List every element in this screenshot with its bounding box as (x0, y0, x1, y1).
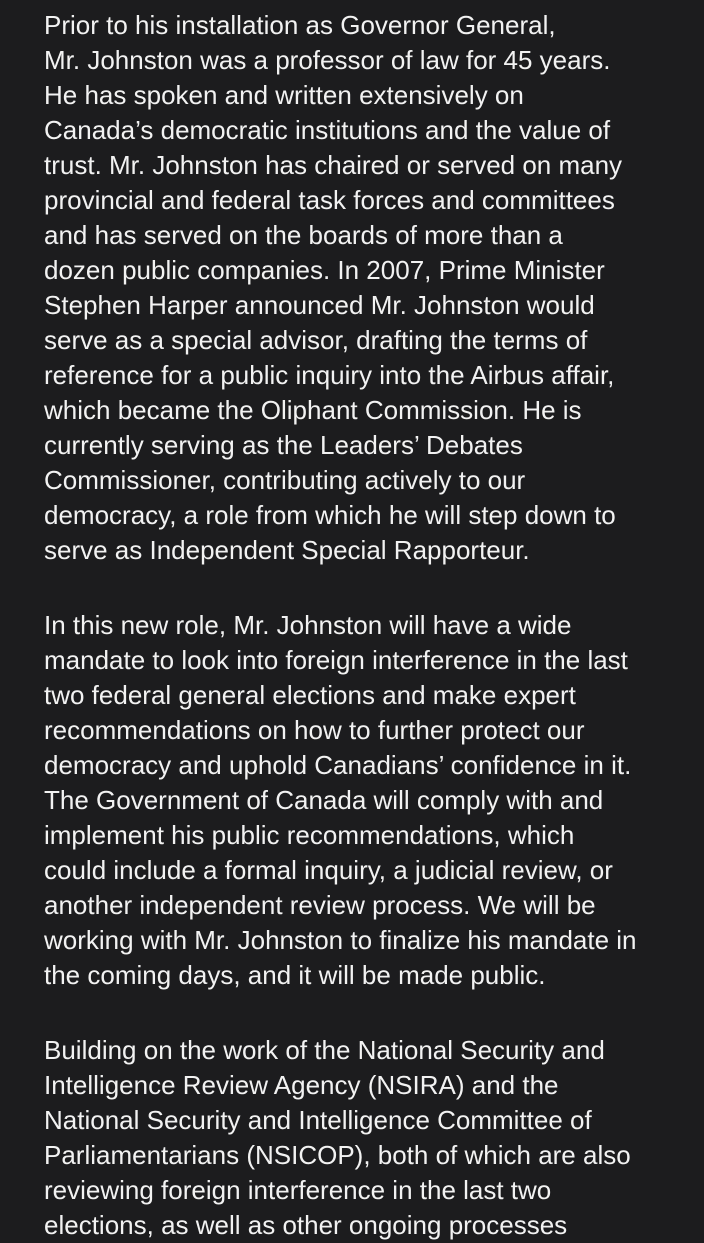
paragraph-background: Prior to his installation as Governor General, Mr. Johnston was a professor of law for 45 years. He has spoken and written extensively on Canada’s democratic institutions and the value of trust. Mr. Johnston has chaired or served on many provincial and federal task forces and committees and has served on the boards of more than a dozen public companies. In 2007, Prime Minister Stephen Harper announced Mr. Johnston would serve as a special advisor, drafting the terms of reference for a public inquiry into the Airbus affair, which became the Oliphant Commission. He is currently serving as the Leaders’ Debates Commissioner, contributing actively to our democracy, a role from which he will step down to serve as Independent Special Rapporteur. (44, 10, 623, 565)
paragraph-building-on-work: Building on the work of the National Security and Intelligence Review Agency (NSIRA) and the National Security and Intelligence Committee of Parliamentarians (NSICOP), both of which are also reviewing foreign interference in the last two elections, as well as other ongoing processes (44, 1035, 631, 1240)
paragraph-new-role: In this new role, Mr. Johnston will have a wide mandate to look into foreign interference in the last two federal general elections and make expert recommendations on how to further protect our democracy and uphold Canadians’ confidence in it. The Government of Canada will comply with and implement his public recommendations, which could include a formal inquiry, a judicial review, or another independent review process. We will be working with Mr. Johnston to finalize his mandate in the coming days, and it will be made public. (44, 610, 637, 990)
